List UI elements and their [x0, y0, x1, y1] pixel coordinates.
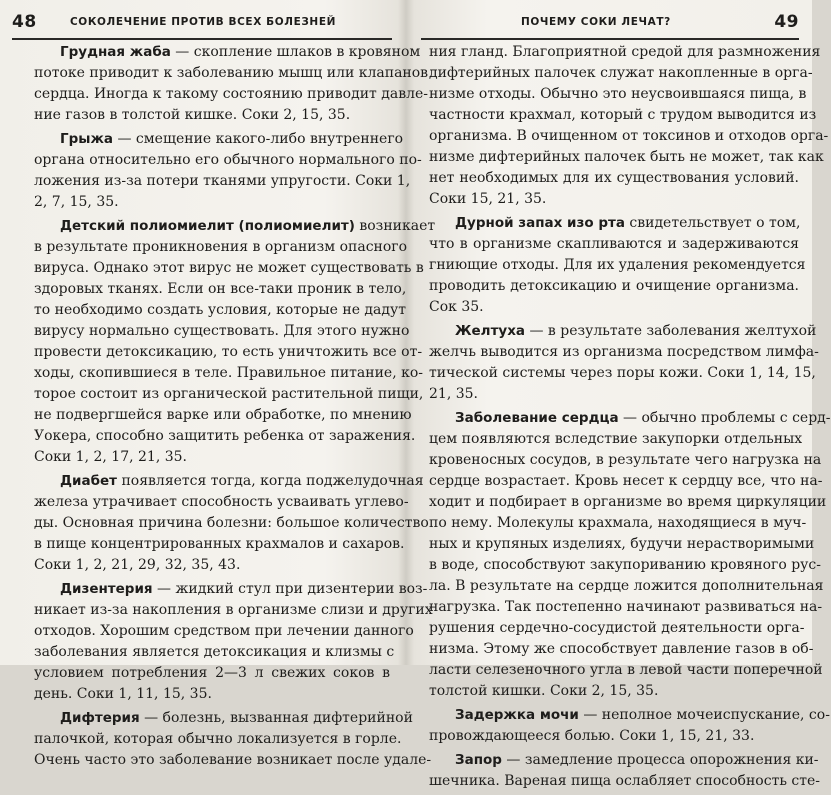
- running-head: СОКОЛЕЧЕНИЕ ПРОТИВ ВСЕХ БОЛЕЗНЕЙ: [70, 16, 336, 28]
- entry: [34, 579, 433, 705]
- entry-text: ла. В результате на сердце ложится дополнительная: [429, 578, 824, 594]
- entry-text: кровеносных сосудов, в результате чего нагрузка на: [429, 452, 822, 468]
- entry-text: рушения сердечно-сосудистой деятельности орга-: [429, 620, 805, 636]
- entry: [429, 705, 830, 747]
- entry-text: не подвергшейся варке или обработке, по мнению: [34, 407, 412, 423]
- entry-text: никает из-за накопления в организме слизи и других: [34, 602, 433, 618]
- entry-term: Грыжа: [60, 131, 114, 147]
- entry-text: торое состоит из органической растительной пищи,: [34, 386, 424, 402]
- entry-text: условием потребления 2—3 л свежих соков в: [34, 665, 390, 681]
- entry-text: низма. Этому же способствует давление газов в об-: [429, 641, 814, 657]
- entry-text: — смещение какого-либо внутреннего: [113, 131, 404, 147]
- entry-text: — обычно проблемы с серд-: [618, 410, 831, 426]
- entry: [34, 471, 429, 576]
- entry-text: гниющие отходы. Для их удаления рекомендуется: [429, 257, 806, 273]
- page-number: 48: [12, 12, 37, 32]
- left-page-header: [12, 12, 392, 40]
- entry: [429, 750, 820, 792]
- entry-term: Задержка мочи: [455, 707, 579, 723]
- entry-text: — скопление шлаков в кровяном: [170, 44, 421, 60]
- entry-text: заболевания является детоксикация и клизмы с: [34, 644, 395, 660]
- entry-text: ложения из-за потери тканями упругости. Соки 1,: [34, 173, 411, 189]
- entry-text: толстой кишки. Соки 2, 15, 35.: [429, 683, 659, 699]
- entry-text: потоке приводит к заболеванию мышц или клапанов: [34, 65, 429, 81]
- entry-text: низме отходы. Обычно это неусвоившаяся пища, в: [429, 86, 807, 102]
- entry: [429, 321, 819, 405]
- entry-term: Дурной запах изо рта: [455, 215, 625, 231]
- entry-text: — замедление процесса опорожнения ки-: [501, 752, 819, 768]
- entry-text: цем появляются вследствие закупорки отдельных: [429, 431, 803, 447]
- entry-text: вируса. Однако этот вирус не может существовать в: [34, 260, 424, 276]
- entry-text: — в результате заболевания желтухой: [525, 323, 817, 339]
- right-page: [407, 0, 831, 789]
- entry-text: Сок 35.: [429, 299, 484, 315]
- entry: [34, 216, 436, 468]
- entry-text: что в организме скапливаются и задерживаются: [429, 236, 799, 252]
- entry-text: сердца. Иногда к такому состоянию приводит давле-: [34, 86, 428, 102]
- entry-term: Диабет: [60, 473, 117, 489]
- entry-text: Уокера, способно защитить ребенка от заражения.: [34, 428, 416, 444]
- right-page-header: [421, 12, 799, 40]
- entry-text: ных и крупяных изделиях, будучи нерастворимыми: [429, 536, 815, 552]
- entry-text: в воде, способствуют закупориванию кровяного рус-: [429, 557, 821, 573]
- entry-text: возникает: [354, 218, 436, 234]
- entry-text: провождающееся болью. Соки 1, 15, 21, 33.: [429, 728, 755, 744]
- entry-text: — неполное мочеиспускание, со-: [578, 707, 830, 723]
- entry-term: Дизентерия: [60, 581, 153, 597]
- entry-text: Очень часто это заболевание возникает после удале-: [34, 752, 432, 768]
- right-page-body: [429, 42, 831, 795]
- entry-text: ние газов в толстой кишке. Соки 2, 15, 35.: [34, 107, 351, 123]
- entry-text: нагрузка. Так постепенно начинают развиваться на-: [429, 599, 823, 615]
- entry-text: частности крахмал, который с трудом выводится из: [429, 107, 817, 123]
- entry-text: ласти селезеночного угла в левой части поперечной: [429, 662, 823, 678]
- continued-entry: [429, 42, 829, 210]
- entry-text: день. Соки 1, 11, 15, 35.: [34, 686, 212, 702]
- entry-text: — болезнь, вызванная дифтерийной: [139, 710, 413, 726]
- page-number: 49: [774, 12, 799, 32]
- entry-text: ния гланд. Благоприятной средой для размножения: [429, 44, 821, 60]
- entry-text: появляется тогда, когда поджелудочная: [117, 473, 424, 489]
- entry-text: шечника. Вареная пища ослабляет способность сте-: [429, 773, 820, 789]
- entry-text: организма. В очищенном от токсинов и отходов орга-: [429, 128, 829, 144]
- entry-text: желчь выводится из организма посредством лимфа-: [429, 344, 819, 360]
- entry: [34, 129, 422, 213]
- entry-text: отходов. Хорошим средством при лечении данного: [34, 623, 414, 639]
- entry-text: в результате проникновения в организм опасного: [34, 239, 408, 255]
- entry-text: Соки 15, 21, 35.: [429, 191, 547, 207]
- entry-text: 21, 35.: [429, 386, 478, 402]
- entry-term: Заболевание сердца: [455, 410, 619, 426]
- entry-text: здоровых тканях. Если он все-таки проник в тело,: [34, 281, 407, 297]
- entry-text: то необходимо создать условия, которые не дадут: [34, 302, 407, 318]
- entry-text: Соки 1, 2, 21, 29, 32, 35, 43.: [34, 557, 241, 573]
- entry-term: Запор: [455, 752, 502, 768]
- entry-text: в пище концентрированных крахмалов и сахаров.: [34, 536, 405, 552]
- entry-text: железа утрачивает способность усваивать углево-: [34, 494, 409, 510]
- entry: [429, 408, 831, 702]
- entry-term: Дифтерия: [60, 710, 140, 726]
- entry-text: органа относительно его обычного нормального по-: [34, 152, 422, 168]
- entry-text: Соки 1, 2, 17, 21, 35.: [34, 449, 187, 465]
- entry-text: провести детоксикацию, то есть уничтожить все от-: [34, 344, 423, 360]
- entry-text: 2, 7, 15, 35.: [34, 194, 119, 210]
- entry-term: Детский полиомиелит (полиомиелит): [60, 218, 355, 234]
- entry: [34, 708, 432, 771]
- left-page-body: [34, 42, 436, 774]
- entry-text: свидетельствует о том,: [624, 215, 801, 231]
- running-head: ПОЧЕМУ СОКИ ЛЕЧАТ?: [521, 16, 671, 28]
- entry: [429, 213, 806, 318]
- entry-text: ходы, скопившиеся в теле. Правильное питание, ко-: [34, 365, 423, 381]
- entry-text: ходит и подбирает в организме во время циркуляции: [429, 494, 827, 510]
- entry-text: нет необходимых для их существования условий.: [429, 170, 799, 186]
- entry-text: ды. Основная причина болезни: большое количество: [34, 515, 429, 531]
- entry-text: — жидкий стул при дизентерии воз-: [152, 581, 428, 597]
- entry-term: Грудная жаба: [60, 44, 171, 60]
- entry-text: дифтерийных палочек служат накопленные в орга-: [429, 65, 813, 81]
- entry-text: палочкой, которая обычно локализуется в горле.: [34, 731, 402, 747]
- entry-text: проводить детоксикацию и очищение организма.: [429, 278, 799, 294]
- entry-text: тической системы через поры кожи. Соки 1, 14, 15,: [429, 365, 816, 381]
- entry-term: Желтуха: [455, 323, 526, 339]
- entry-text: сердце возрастает. Кровь несет к сердцу все, что на-: [429, 473, 823, 489]
- entry-text: по нему. Молекулы крахмала, находящиеся в муч-: [429, 515, 807, 531]
- entry-text: вирусу нормально существовать. Для этого нужно: [34, 323, 410, 339]
- entry-text: низме дифтерийных палочек быть не может, так как: [429, 149, 824, 165]
- entry: [34, 42, 429, 126]
